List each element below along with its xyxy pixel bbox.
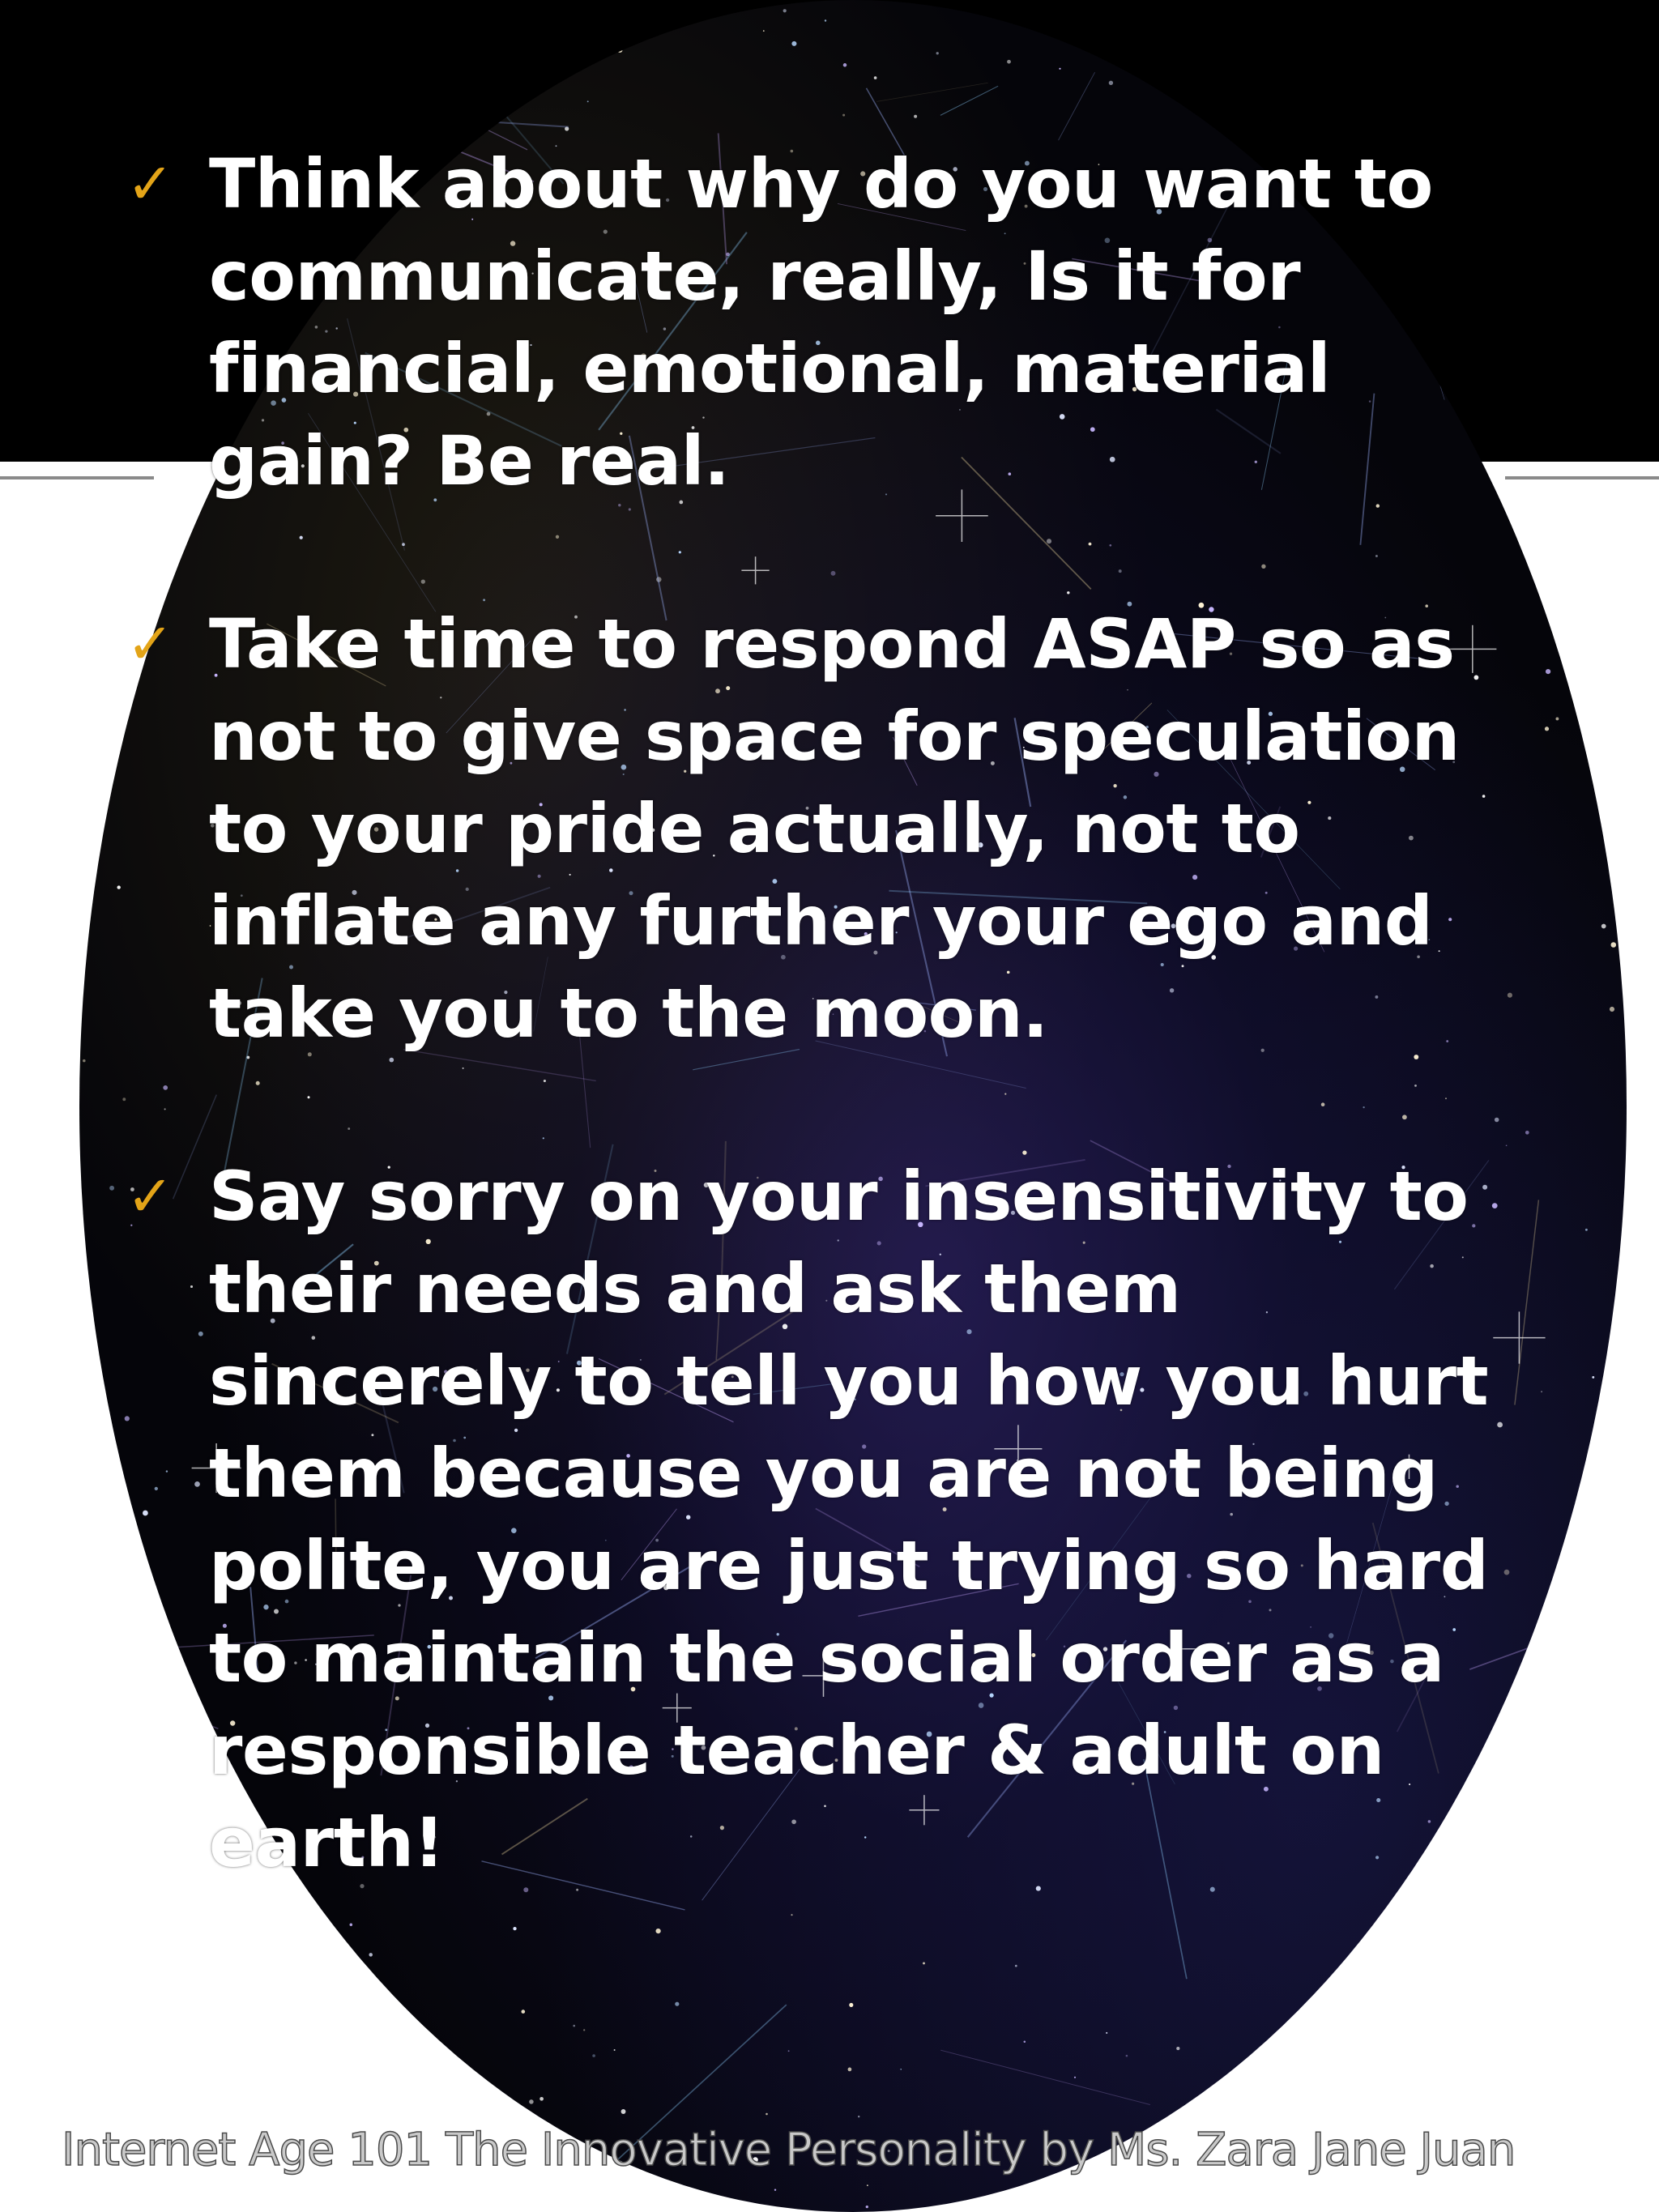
bullet-item	[122, 598, 1547, 1059]
bullet-list	[122, 138, 1547, 1980]
checkmark-icon: ✓	[126, 611, 174, 677]
checkmark-icon: ✓	[126, 1163, 174, 1230]
bullet-text: Take time to respond ASAP so as not to give space for speculation to your pride actually, not to inflate any further your ego and take you to the moon.	[209, 604, 1460, 1053]
checkmark-icon: ✓	[126, 151, 174, 217]
footer-credit: Internet Age 101 The Innovative Personality by Ms. Zara Jane Juan	[62, 2124, 1516, 2176]
bullet-text: Think about why do you want to communicate, really, Is it for financial, emotional, material gain? Be real.	[209, 144, 1433, 501]
bullet-text: Say sorry on your insensitivity to their needs and ask them sincerely to tell you how you hurt them because you are not being polite, you are just trying so hard to maintain the social order as a responsible teacher & adult on earth!	[209, 1157, 1489, 1882]
bullet-item	[122, 1150, 1547, 1889]
bullet-item	[122, 138, 1547, 507]
